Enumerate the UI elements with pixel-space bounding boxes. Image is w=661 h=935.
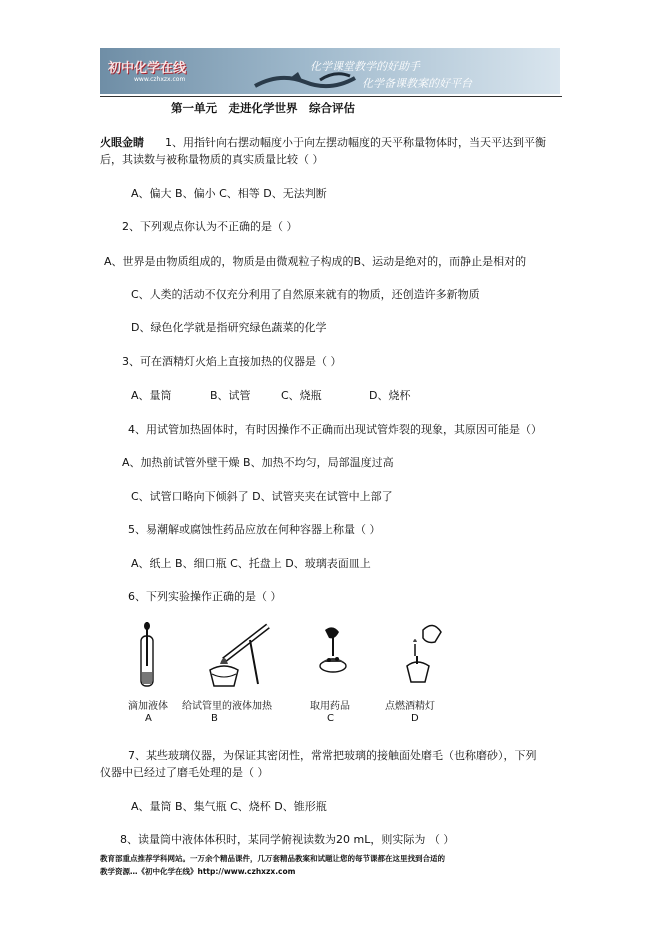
q3-option-a: A、量筒 — [131, 389, 172, 402]
figure-b-caption: 给试管里的液体加热 — [182, 701, 272, 712]
q7-line1: 7、某些玻璃仪器，为保证其密闭性，常常把玻璃的接触面处磨毛（也称磨砂），下列 — [128, 749, 537, 762]
banner-slogan-2: 化学备课教案的好平台 — [362, 77, 472, 90]
figure-c-caption: 取用药品 — [310, 701, 350, 712]
q1-options: A、偏大 B、偏小 C、相等 D、无法判断 — [131, 187, 327, 200]
figure-c-letter: C — [327, 713, 334, 724]
q7-line2: 仪器中已经过了磨毛处理的是（ ） — [100, 766, 269, 779]
q1-line1: 1、用指针向右摆动幅度小于向左摆动幅度的天平称量物体时，当天平达到平衡 — [165, 136, 546, 149]
figure-d-caption: 点燃酒精灯 — [385, 701, 435, 712]
q6-stem: 6、下列实验操作正确的是（ ） — [128, 590, 282, 603]
page-title: 第一单元 走进化学世界 综合评估 — [171, 101, 355, 115]
site-logo: 初中化学在线 — [108, 61, 187, 76]
q5-stem: 5、易潮解或腐蚀性药品应放在何种容器上称量（ ） — [128, 523, 381, 536]
figure-b-heating-tube-icon — [202, 622, 274, 690]
q4-stem: 4、用试管加热固体时，有时因操作不正确而出现试管炸裂的现象，其原因可能是（） — [128, 423, 542, 436]
q3-option-c: C、烧瓶 — [281, 389, 322, 402]
site-banner — [100, 48, 560, 94]
q4-options-cd: C、试管口略向下倾斜了 D、试管夹夹在试管中上部了 — [131, 490, 393, 503]
figure-d-lighting-lamp-icon — [403, 622, 445, 690]
q2-option-d: D、绿色化学就是指研究绿色蔬菜的化学 — [131, 321, 327, 334]
q3-option-b: B、试管 — [210, 389, 251, 402]
q3-option-d: D、烧杯 — [369, 389, 411, 402]
q2-options-ab: A、世界是由物质组成的，物质是由微观粒子构成的B、运动是绝对的，而静止是相对的 — [104, 255, 527, 268]
q5-options: A、纸上 B、细口瓶 C、托盘上 D、玻璃表面皿上 — [131, 557, 371, 570]
figure-d-letter: D — [411, 713, 419, 724]
figure-a-dropper-icon — [132, 622, 162, 690]
q2-option-c: C、人类的活动不仅充分利用了自然原来就有的物质，还创造许多新物质 — [131, 288, 480, 301]
q2-stem: 2、下列观点你认为不正确的是（ ） — [122, 220, 298, 233]
figure-a-letter: A — [145, 713, 152, 724]
q3-stem: 3、可在酒精灯火焰上直接加热的仪器是（ ） — [122, 355, 342, 368]
banner-slogan-1: 化学课堂教学的好助手 — [310, 60, 420, 73]
q7-options: A、量筒 B、集气瓶 C、烧杯 D、锥形瓶 — [131, 800, 327, 813]
header-divider — [100, 96, 562, 97]
q8-stem: 8、读量筒中液体体积时，某同学俯视读数为20 mL，则实际为 （ ） — [120, 833, 455, 846]
footer-line1: 教育部重点推荐学科网站。一万余个精品课件，几万套精品教案和试题让您的每节课都在这里找到合适的 — [100, 854, 445, 863]
footer-line2[interactable]: 教学资源…《初中化学在线》http://www.czhxzx.com — [100, 867, 296, 876]
q4-options-ab: A、加热前试管外壁干燥 B、加热不均匀，局部温度过高 — [122, 456, 394, 469]
q1-line2: 后，其读数与被称量物质的真实质量比较（ ） — [100, 153, 324, 166]
section-label: 火眼金睛 — [100, 136, 144, 149]
figure-c-taking-reagent-icon — [313, 622, 353, 690]
site-logo-url: www.czhxzx.com — [134, 76, 186, 83]
figure-b-letter: B — [211, 713, 218, 724]
figure-a-caption: 滴加液体 — [128, 701, 168, 712]
